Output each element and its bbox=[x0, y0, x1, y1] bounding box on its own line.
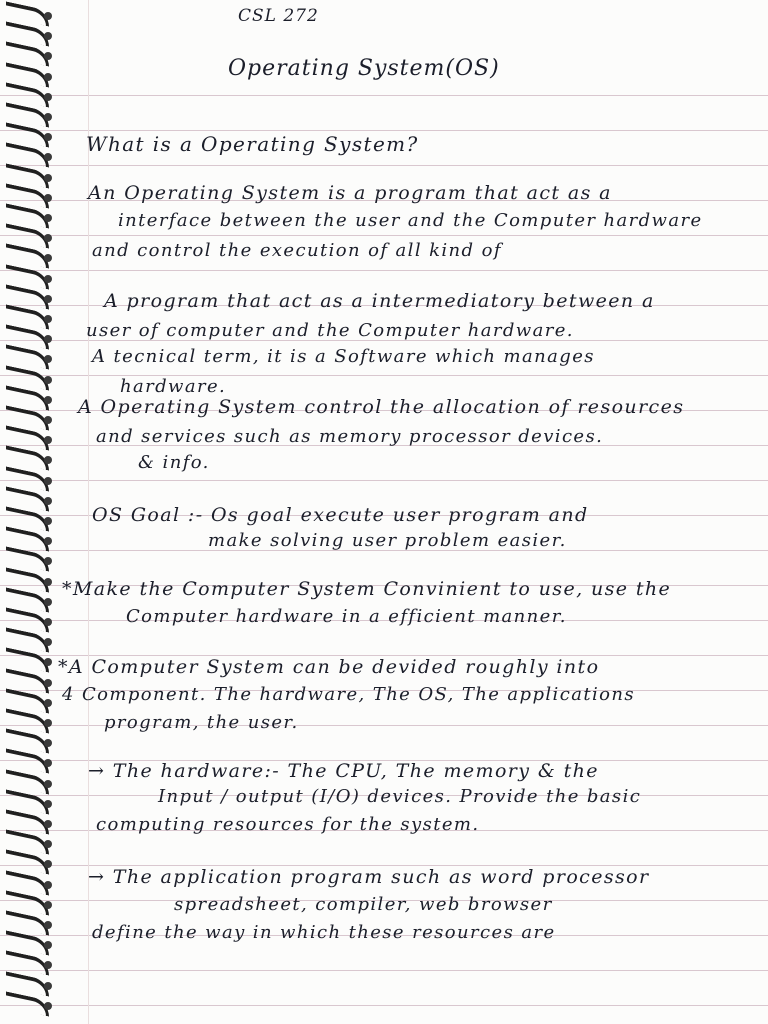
spiral-ring bbox=[6, 996, 52, 1010]
spiral-ring bbox=[6, 491, 52, 505]
text-line: make solving user problem easier. bbox=[208, 530, 567, 551]
text-line: Input / output (I/O) devices. Provide the basic bbox=[158, 786, 642, 807]
text-line: program, the user. bbox=[104, 712, 299, 733]
spiral-ring bbox=[6, 531, 52, 545]
text-line: and services such as memory processor devices. bbox=[96, 426, 604, 447]
spiral-ring bbox=[6, 410, 52, 424]
spiral-ring bbox=[6, 915, 52, 929]
spiral-ring bbox=[6, 127, 52, 141]
spiral-ring bbox=[6, 612, 52, 626]
spiral-ring bbox=[6, 753, 52, 767]
text-line: Computer hardware in a efficient manner. bbox=[126, 606, 567, 627]
spiral-ring bbox=[6, 551, 52, 565]
text-line: hardware. bbox=[120, 376, 227, 397]
spiral-ring bbox=[6, 955, 52, 969]
spiral-ring bbox=[6, 814, 52, 828]
text-line: interface between the user and the Computer hardware bbox=[118, 210, 703, 231]
spiral-ring bbox=[6, 390, 52, 404]
question-heading: What is a Operating System? bbox=[86, 132, 419, 156]
text-line: & info. bbox=[138, 452, 210, 473]
spiral-ring bbox=[6, 67, 52, 81]
spiral-ring bbox=[6, 976, 52, 990]
spiral-ring bbox=[6, 208, 52, 222]
spiral-ring bbox=[6, 107, 52, 121]
text-line: and control the execution of all kind of bbox=[92, 240, 502, 261]
spiral-ring bbox=[6, 713, 52, 727]
text-line: → The application program such as word processor bbox=[88, 866, 650, 888]
spiral-ring bbox=[6, 147, 52, 161]
text-line: *A Computer System can be devided roughly into bbox=[58, 656, 600, 678]
course-code: CSL 272 bbox=[238, 6, 319, 26]
text-line: user of computer and the Computer hardware. bbox=[86, 320, 574, 341]
text-line: spreadsheet, compiler, web browser bbox=[174, 894, 553, 915]
text-line: define the way in which these resources are bbox=[92, 922, 556, 943]
spiral-ring bbox=[6, 349, 52, 363]
text-line: → The hardware:- The CPU, The memory & the bbox=[88, 760, 599, 782]
text-line: computing resources for the system. bbox=[96, 814, 480, 835]
text-line: OS Goal :- Os goal execute user program and bbox=[92, 504, 589, 526]
spiral-ring bbox=[6, 673, 52, 687]
text-line: A tecnical term, it is a Software which manages bbox=[92, 346, 595, 367]
spiral-ring bbox=[6, 46, 52, 60]
spiral-ring bbox=[6, 26, 52, 40]
spiral-ring bbox=[6, 572, 52, 586]
spiral-ring bbox=[6, 309, 52, 323]
spiral-ring bbox=[6, 450, 52, 464]
spiral-ring bbox=[6, 875, 52, 889]
spiral-ring bbox=[6, 248, 52, 262]
spiral-ring bbox=[6, 652, 52, 666]
spiral-ring bbox=[6, 188, 52, 202]
spiral-ring bbox=[6, 329, 52, 343]
text-line: An Operating System is a program that act as a bbox=[88, 182, 612, 204]
spiral-ring bbox=[6, 854, 52, 868]
spiral-ring bbox=[6, 168, 52, 182]
spiral-ring bbox=[6, 87, 52, 101]
spiral-ring bbox=[6, 592, 52, 606]
spiral-ring bbox=[6, 6, 52, 20]
spiral-ring bbox=[6, 733, 52, 747]
spiral-ring bbox=[6, 289, 52, 303]
spiral-ring bbox=[6, 430, 52, 444]
text-line: A program that act as a intermediatory between a bbox=[104, 290, 655, 312]
text-line: *Make the Computer System Convinient to use, use the bbox=[62, 578, 672, 600]
spiral-ring bbox=[6, 370, 52, 384]
spiral-ring bbox=[6, 693, 52, 707]
spiral-binding bbox=[0, 6, 56, 1016]
spiral-ring bbox=[6, 834, 52, 848]
spiral-ring bbox=[6, 511, 52, 525]
text-line: A Operating System control the allocation of resources bbox=[78, 396, 685, 418]
spiral-ring bbox=[6, 935, 52, 949]
text-line: 4 Component. The hardware, The OS, The applications bbox=[62, 684, 635, 705]
spiral-ring bbox=[6, 228, 52, 242]
spiral-ring bbox=[6, 794, 52, 808]
spiral-ring bbox=[6, 269, 52, 283]
spiral-ring bbox=[6, 632, 52, 646]
spiral-ring bbox=[6, 774, 52, 788]
spiral-ring bbox=[6, 895, 52, 909]
page-title: Operating System(OS) bbox=[228, 56, 500, 81]
spiral-ring bbox=[6, 471, 52, 485]
